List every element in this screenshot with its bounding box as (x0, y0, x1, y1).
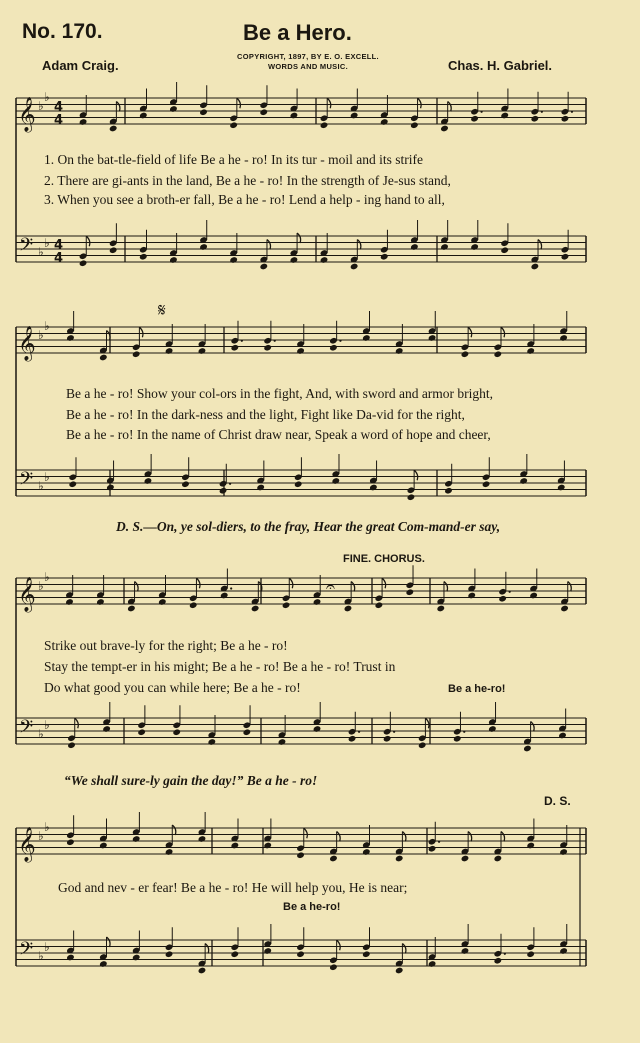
system3-treble-flag (196, 578, 200, 588)
system4-treble-note (99, 842, 108, 850)
ds-marker: D. S. (544, 794, 571, 808)
system4-treble-note (231, 842, 240, 850)
system1-verse-2: 2. There are gi-ants in the land, Be a he - ro! In the strength of Je-sus stand, (44, 173, 451, 188)
system4-bass-note (132, 954, 141, 962)
system1-bass-note (350, 263, 359, 271)
system1-bass-note (139, 253, 148, 261)
system1-treble-note (199, 108, 208, 116)
system4-bass-note (263, 947, 272, 955)
system4-treble-note (526, 842, 535, 850)
system3-key-flat: ♭ (38, 727, 44, 741)
system1-time-sig: 4 (54, 251, 64, 266)
system2-treble-dot (274, 340, 276, 342)
system3-treble-note (560, 605, 569, 613)
system4-bass-note (362, 950, 371, 958)
system1-treble-note (139, 112, 148, 120)
system1-treble-flag (116, 102, 120, 112)
system3-key-flat: ♭ (44, 570, 50, 584)
system4-key-flat: ♭ (38, 829, 44, 843)
system1-treble-note (229, 121, 238, 129)
system3-treble-clef: 𝄞 (18, 577, 36, 612)
system2-bass-note (331, 477, 340, 485)
system4-treble-clef: 𝄞 (18, 827, 36, 862)
system1-bass-flag (538, 240, 542, 250)
system4-treble-flag (172, 825, 176, 835)
system3-treble-flag (135, 582, 139, 592)
system3-treble-note (467, 592, 476, 600)
system4-bass-flag (402, 944, 406, 954)
system3-treble-note (158, 598, 167, 606)
system3-bass-dot (463, 731, 465, 733)
system2-verse-2: Be a he - ro! In the dark-ness and the light, Fight like Da-vid for the right, (66, 407, 465, 422)
system1-treble-note (79, 118, 88, 126)
system4-treble-flag (468, 832, 472, 842)
system4-key-flat: ♭ (44, 940, 50, 954)
system3-treble-flag (444, 582, 448, 592)
system4-bass-note (198, 967, 207, 975)
system4-bass-note (231, 950, 240, 958)
fermata-sign: 𝄐 (326, 577, 335, 596)
system3-bass-note (172, 728, 181, 736)
system1-treble-note (380, 118, 389, 126)
system2-treble-dot (241, 340, 243, 342)
system4-treble-flag (304, 828, 308, 838)
system4-treble-flag (402, 832, 406, 842)
system1-time-sig: 4 (54, 238, 64, 253)
system3-bass-flag (425, 718, 429, 728)
system3-bass-flag (531, 722, 535, 732)
system1-bass-note (380, 253, 389, 261)
system2-bass-note (557, 484, 566, 492)
system4-treble-note (296, 851, 305, 859)
system1-treble-dot (571, 111, 573, 113)
system1-bass-note (199, 243, 208, 251)
system3-treble-note (251, 605, 260, 613)
system2-key-flat: ♭ (38, 479, 44, 493)
system3-bass-note (383, 735, 392, 743)
system1-bass-note (79, 259, 88, 267)
ds-bass-line: “We shall sure-ly gain the day!” Be a he - ro! (64, 773, 318, 788)
system2-bass-note (144, 477, 153, 485)
system2-treble-note (494, 350, 503, 358)
system1-treble-note (109, 125, 118, 133)
system1-bass-clef: 𝄢 (19, 235, 34, 260)
system2-bass-clef: 𝄢 (19, 469, 34, 494)
system3-treble-note (96, 598, 105, 606)
system3-verse-2: Stay the tempt-er in his might; Be a he - ro! Be a he - ro! Trust in (44, 659, 396, 674)
system1-bass-flag (297, 233, 301, 243)
system4-treble-note (395, 855, 404, 863)
system1-treble-flag (237, 98, 241, 108)
system3-bass-note (453, 735, 462, 743)
system2-treble-note (362, 334, 371, 342)
system2-bass-note (256, 484, 265, 492)
system2-treble-note (165, 347, 174, 355)
system3-treble-note (282, 601, 291, 609)
system2-bass-note (219, 487, 228, 495)
system4-bass-note (165, 950, 174, 958)
system1-treble-note (440, 125, 449, 133)
system2-treble-flag (139, 327, 143, 337)
system4-bass-note (329, 963, 338, 971)
system3-treble-note (189, 601, 198, 609)
system1-verse-1: 1. On the bat-tle-field of life Be a he - ro! In its tur - moil and its strife (44, 152, 424, 167)
system4-treble-note (165, 848, 174, 856)
system3-treble-note (498, 595, 507, 603)
system3-bass-note (137, 728, 146, 736)
system2-bass-note (407, 493, 416, 501)
system1-bass-note (290, 256, 299, 264)
system4-treble-note (461, 855, 470, 863)
system4-bass-flag (337, 940, 341, 950)
system4-key-flat: ♭ (44, 820, 50, 834)
system1-bass-note (109, 246, 118, 254)
system1-bass-flag (267, 240, 271, 250)
system2-verse-1: Be a he - ro! Show your col-ors in the fight, And, with sword and armor bright, (66, 386, 494, 401)
system3-verse-1: Strike out brave-ly for the right; Be a he - ro! (44, 638, 288, 653)
system2-bass-note (519, 477, 528, 485)
system1-treble-flag (327, 98, 331, 108)
system2-verse-3: Be a he - ro! In the name of Christ draw near, Speak a word of hope and cheer, (66, 427, 491, 442)
system2-treble-note (263, 344, 272, 352)
system1-key-flat: ♭ (38, 99, 44, 113)
system4-treble-note (263, 842, 272, 850)
system1-treble-dot (480, 111, 482, 113)
system4-bass-echo: Be a he-ro! (283, 901, 341, 913)
system4-treble-note (198, 835, 207, 843)
system4-treble-note (329, 855, 338, 863)
system1-bass-flag (86, 236, 90, 246)
system4-treble-flag (501, 832, 505, 842)
system1-bass-note (410, 243, 419, 251)
system1-bass-note (470, 243, 479, 251)
hymn-title: Be a Hero. (243, 20, 352, 45)
system3-bass-note (67, 741, 76, 749)
system1-key-flat: ♭ (44, 90, 50, 104)
system4-treble-note (132, 835, 141, 843)
system1-treble-note (290, 112, 299, 120)
system1-time-sig: 4 (54, 100, 64, 115)
system2-treble-note (231, 344, 240, 352)
system4-treble-note (362, 848, 371, 856)
system3-treble-note (220, 592, 229, 600)
system2-treble-clef: 𝄞 (18, 326, 36, 361)
system4-bass-note (559, 947, 568, 955)
system2-bass-note (294, 480, 303, 488)
system1-treble-note (320, 121, 329, 129)
system4-bass-note (428, 960, 437, 968)
system4-bass-dot (504, 953, 506, 955)
system3-treble-note (436, 605, 445, 613)
system2-bass-dot (229, 483, 231, 485)
system3-treble-note (406, 588, 415, 596)
system3-key-flat: ♭ (44, 718, 50, 732)
system1-bass-flag (357, 240, 361, 250)
system4-bass-note (494, 957, 503, 965)
system3-bass-dot (393, 731, 395, 733)
system4-treble-flag (337, 832, 341, 842)
system1-treble-note (350, 112, 359, 120)
system2-treble-note (296, 347, 305, 355)
system3-treble-flag (289, 578, 293, 588)
system4-bass-clef: 𝄢 (19, 939, 34, 964)
system1-bass-note (259, 263, 268, 271)
system3-treble-flag (351, 582, 355, 592)
system2-treble-note (395, 347, 404, 355)
system3-bass-note (348, 735, 357, 743)
system2-treble-note (559, 334, 568, 342)
system1-key-flat: ♭ (44, 236, 50, 250)
system2-bass-note (181, 480, 190, 488)
system3-treble-dot (509, 591, 511, 593)
system1-treble-note (169, 105, 178, 113)
system3-bass-note (523, 745, 532, 753)
system4-treble-dot (438, 841, 440, 843)
system2-key-flat: ♭ (44, 470, 50, 484)
system3-bass-note (313, 725, 322, 733)
system2-treble-flag (501, 327, 505, 337)
system3-treble-note (127, 605, 136, 613)
system4-bass-note (461, 947, 470, 955)
system1-treble-flag (448, 102, 452, 112)
author-credit: Adam Craig. (42, 58, 119, 73)
system2-treble-note (461, 350, 470, 358)
system3-treble-flag (568, 582, 572, 592)
system3-bass-note (102, 725, 111, 733)
system1-bass-note (440, 243, 449, 251)
ds-return-line: D. S.—On, ye sol-diers, to the fray, Hear the great Com-mand-er say, (116, 519, 501, 534)
system1-bass-note (320, 256, 329, 264)
system2-bass-flag (414, 470, 418, 480)
system2-treble-note (198, 347, 207, 355)
system1-key-flat: ♭ (38, 245, 44, 259)
system3-treble-dot (230, 587, 232, 589)
system2-treble-note (428, 334, 437, 342)
system2-treble-note (99, 354, 108, 362)
system2-treble-note (526, 347, 535, 355)
system3-bass-note (243, 728, 252, 736)
copyright-line-2: WORDS AND MUSIC. (268, 62, 348, 71)
system1-treble-dot (541, 111, 543, 113)
system1-treble-clef: 𝄞 (18, 97, 36, 132)
system3-bass-note (418, 741, 427, 749)
system2-bass-note (68, 480, 77, 488)
system1-bass-note (531, 263, 540, 271)
composer-credit: Chas. H. Gabriel. (448, 58, 553, 73)
system1-bass-note (229, 256, 238, 264)
system2-key-flat: ♭ (44, 319, 50, 333)
system3-treble-note (344, 605, 353, 613)
system3-bass-note (278, 738, 287, 746)
system3-treble-note (375, 601, 384, 609)
system2-bass-note (444, 487, 453, 495)
system3-bass-dot (358, 731, 360, 733)
system1-bass-note (500, 246, 509, 254)
system1-treble-note (531, 115, 540, 123)
system4-bass-flag (107, 937, 111, 947)
system3-bass-note (558, 732, 567, 740)
system4-bass-note (526, 950, 535, 958)
system1-bass-note (561, 253, 570, 261)
system2-treble-note (66, 334, 75, 342)
system2-key-flat: ♭ (38, 328, 44, 342)
system4-treble-note (428, 845, 437, 853)
system4-key-flat: ♭ (38, 949, 44, 963)
system3-treble-note (65, 598, 74, 606)
segno-sign: 𝄋 (158, 300, 166, 321)
system1-treble-note (561, 115, 570, 123)
system1-treble-flag (418, 98, 422, 108)
system3-verse-3: Do what good you can while here; Be a he - ro! (44, 680, 301, 695)
system3-treble-flag (382, 578, 386, 588)
system2-bass-note (482, 480, 491, 488)
system3-bass-echo: Be a he-ro! (448, 683, 506, 695)
system2-bass-note (369, 484, 378, 492)
system4-bass-note (395, 967, 404, 975)
system2-treble-flag (468, 327, 472, 337)
system4-treble-note (494, 855, 503, 863)
system3-bass-flag (75, 718, 79, 728)
system2-bass-note (106, 484, 115, 492)
system4-bass-note (66, 954, 75, 962)
hymn-number: No. 170. (22, 20, 103, 43)
system1-treble-note (259, 108, 268, 116)
fine-chorus-marker: FINE. CHORUS. (343, 553, 425, 565)
system4-bass-note (99, 960, 108, 968)
system1-treble-note (470, 115, 479, 123)
system2-treble-dot (339, 340, 341, 342)
system4-bass-flag (205, 944, 209, 954)
system3-bass-note (207, 738, 216, 746)
system3-treble-note (529, 592, 538, 600)
system1-time-sig: 4 (54, 113, 64, 128)
system1-treble-note (500, 112, 509, 120)
system1-verse-3: 3. When you see a broth-er fall, Be a he - ro! Lend a help - ing hand to all, (44, 192, 445, 207)
system4-treble-note (66, 838, 75, 846)
copyright-line-1: COPYRIGHT, 1897, BY E. O. EXCELL. (237, 52, 379, 61)
system3-bass-clef: 𝄢 (19, 717, 34, 742)
system4-treble-note (559, 848, 568, 856)
system4-lyric: God and nev - er fear! Be a he - ro! He will help you, He is near; (58, 880, 408, 895)
system3-treble-note (313, 598, 322, 606)
system1-treble-note (410, 121, 419, 129)
system3-bass-note (488, 725, 497, 733)
system2-treble-note (132, 350, 141, 358)
system4-bass-note (296, 950, 305, 958)
system3-key-flat: ♭ (38, 579, 44, 593)
system1-bass-note (169, 256, 178, 264)
system2-treble-note (329, 344, 338, 352)
